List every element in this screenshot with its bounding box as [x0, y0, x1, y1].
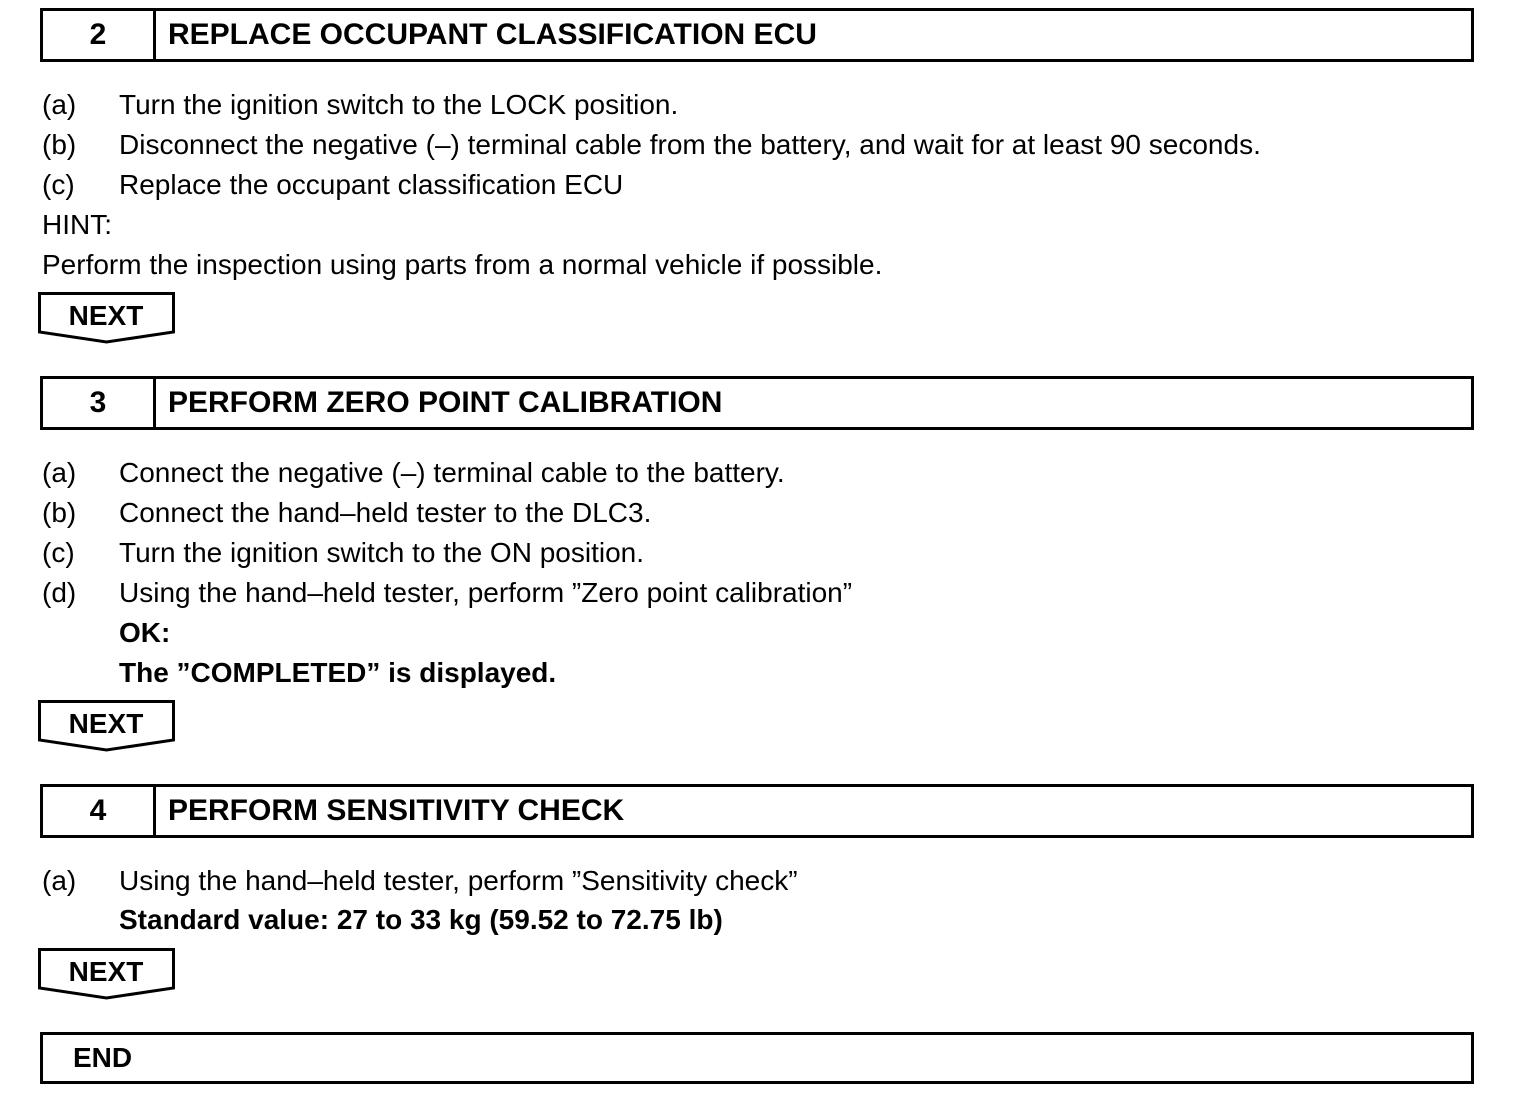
step-3-header: [40, 376, 1474, 430]
step-number: 2: [43, 11, 156, 59]
next-button[interactable]: [38, 700, 178, 752]
end-box: [40, 1032, 1474, 1084]
step-2-header: [40, 8, 1474, 62]
ok-label: OK:: [119, 617, 171, 648]
standard-value: Standard value: 27 to 33 kg (59.52 to 72.75 lb): [119, 904, 723, 935]
item-text: Connect the hand–held tester to the DLC3.: [119, 497, 652, 528]
item-label: (b): [42, 129, 77, 160]
item-text: Disconnect the negative (–) terminal cable from the battery, and wait for at least 90 seconds.: [119, 129, 1261, 160]
item-text: Turn the ignition switch to the LOCK position.: [119, 89, 679, 120]
step-title: PERFORM SENSITIVITY CHECK: [168, 794, 625, 827]
next-button[interactable]: [38, 292, 178, 344]
step-4-header: [40, 784, 1474, 838]
item-text: Using the hand–held tester, perform ”Zero point calibration”: [119, 577, 853, 608]
ok-text: The ”COMPLETED” is displayed.: [119, 657, 557, 688]
item-text: Turn the ignition switch to the ON position.: [119, 537, 644, 568]
item-label: (d): [42, 577, 77, 608]
step-number: 3: [43, 379, 156, 427]
next-label: NEXT: [68, 956, 144, 987]
item-label: (b): [42, 497, 77, 528]
item-text: Replace the occupant classification ECU: [119, 169, 624, 200]
hint-text: Perform the inspection using parts from a normal vehicle if possible.: [42, 249, 883, 280]
item-text: Using the hand–held tester, perform ”Sensitivity check”: [119, 865, 798, 896]
item-label: (c): [42, 169, 75, 200]
item-text: Connect the negative (–) terminal cable to the battery.: [119, 457, 785, 488]
next-button[interactable]: [38, 948, 178, 1000]
step-number: 4: [43, 787, 156, 835]
item-label: (a): [42, 457, 77, 488]
item-label: (c): [42, 537, 75, 568]
next-label: NEXT: [68, 708, 144, 739]
end-label: END: [73, 1042, 133, 1073]
next-label: NEXT: [68, 300, 144, 331]
step-title: REPLACE OCCUPANT CLASSIFICATION ECU: [168, 18, 817, 51]
item-label: (a): [42, 89, 77, 120]
hint-label: HINT:: [42, 209, 112, 240]
step-title: PERFORM ZERO POINT CALIBRATION: [168, 386, 723, 419]
item-label: (a): [42, 865, 77, 896]
